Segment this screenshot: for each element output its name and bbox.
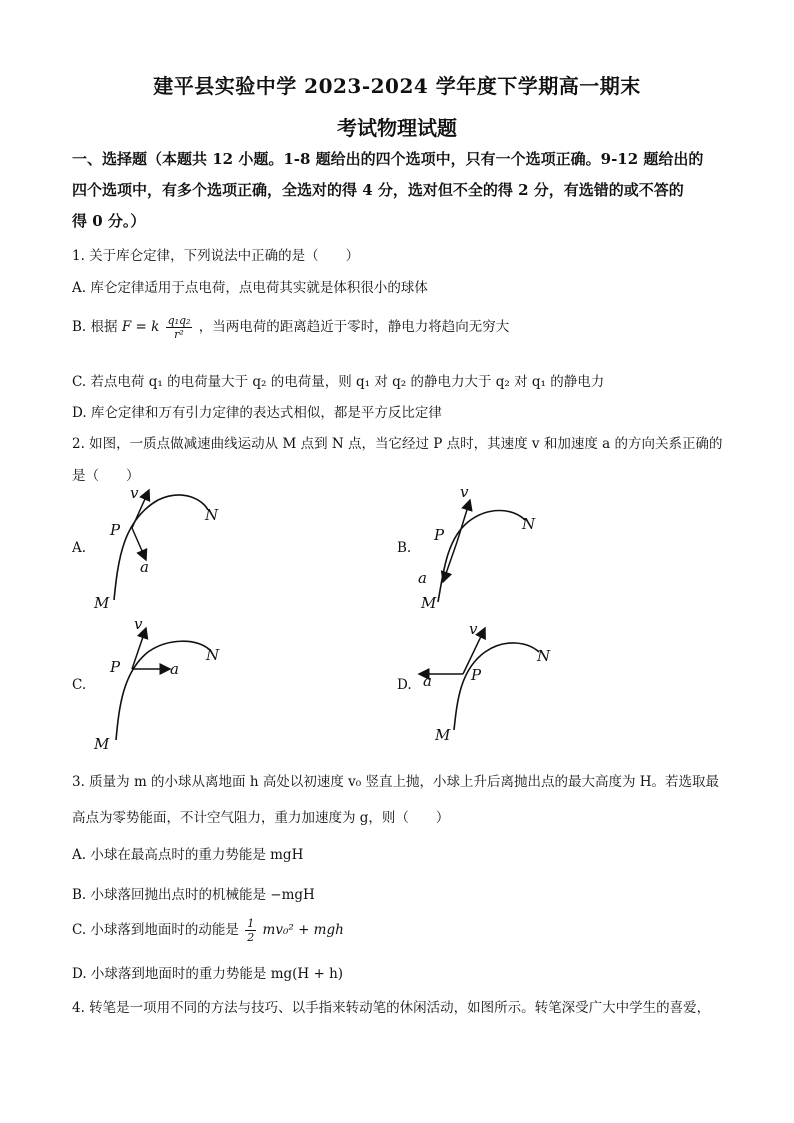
label-m: M	[435, 726, 451, 744]
q3-c-prefix: C. 小球落到地面时的动能是	[72, 922, 239, 938]
label-m: M	[421, 594, 437, 612]
q3-option-a: A. 小球在最高点时的重力势能是 mgH	[72, 847, 304, 863]
q1-option-b	[72, 314, 509, 341]
trajectory-curve	[114, 495, 208, 600]
q3-c-numerator: 1	[247, 917, 255, 930]
q1-b-denominator: r²	[174, 328, 184, 341]
trajectory-curve	[438, 511, 525, 603]
q4-stem-line1: 4. 转笔是一项用不同的方法与技巧、以手指来转动笔的休闲活动，如图所示。转笔深受广大中学生的喜爱，	[72, 1000, 711, 1016]
q3-option-d: D. 小球落到地面时的重力势能是 mg(H + h)	[72, 966, 344, 982]
q1-b-suffix: ，当两电荷的距离趋近于零时，静电力将趋向无穷大	[198, 319, 510, 335]
label-p: P	[434, 526, 445, 544]
label-a: a	[423, 672, 432, 690]
label-v: v	[469, 620, 478, 638]
label-a: a	[170, 660, 179, 678]
velocity-arrow	[132, 628, 146, 669]
q1-b-prefix: B. 根据	[72, 319, 118, 335]
q2-option-b-label: B.	[397, 540, 412, 556]
label-n: N	[205, 506, 219, 524]
label-p: P	[110, 658, 121, 676]
q1-stem: 1. 关于库仑定律，下列说法中正确的是（ ）	[72, 248, 360, 264]
label-m: M	[94, 735, 110, 752]
label-a: a	[140, 558, 149, 576]
q3-option-b: B. 小球落回抛出点时的机械能是 −mgH	[72, 887, 315, 903]
q2-diagram-d	[413, 612, 563, 747]
q1-option-a: A. 库仑定律适用于点电荷，点电荷其实就是体积很小的球体	[72, 280, 428, 296]
q2-diagram-a	[88, 480, 238, 615]
label-m: M	[94, 594, 110, 612]
label-n: N	[206, 646, 220, 664]
q3-c-fraction	[245, 917, 256, 944]
q3-c-suffix: mv₀² + mgh	[262, 922, 344, 938]
trajectory-curve	[454, 643, 539, 730]
label-n: N	[537, 647, 551, 665]
section-heading	[72, 144, 724, 237]
q2-stem-line1: 2. 如图，一质点做减速曲线运动从 M 点到 N 点，当它经过 P 点时，其速度 v 和加速度 a 的方向关系正确的	[72, 436, 723, 452]
q1-b-formula-lhs: F = k	[121, 319, 160, 335]
q3-stem-line1: 3. 质量为 m 的小球从离地面 h 高处以初速度 v₀ 竖直上抛，小球上升后离抛出点的最大高度为 H。若选取最	[72, 774, 720, 790]
q3-c-denominator: 2	[247, 931, 255, 944]
exam-title-line2: 考试物理试题	[337, 116, 457, 140]
q1-option-d: D. 库仑定律和万有引力定律的表达式相似，都是平方反比定律	[72, 405, 442, 421]
section-heading-line1: 一、选择题（本题共 12 小题。1-8 题给出的四个选项中，只有一个选项正确。9-12 题给出的	[72, 150, 704, 168]
section-heading-line2: 四个选项中，有多个选项正确，全选对的得 4 分，选对但不全的得 2 分，有选错的或不答的	[72, 181, 684, 199]
q1-option-c: C. 若点电荷 q₁ 的电荷量大于 q₂ 的电荷量，则 q₁ 对 q₂ 的静电力大于 q₂ 对 q₁ 的静电力	[72, 374, 605, 390]
label-v: v	[134, 615, 143, 633]
q2-diagram-b	[413, 480, 563, 615]
q1-b-fraction	[166, 314, 193, 341]
q3-stem-line2: 高点为零势能面，不计空气阻力，重力加速度为 g，则（ ）	[72, 810, 450, 826]
q2-option-a-label: A.	[72, 540, 87, 556]
q2-option-c-label: C.	[72, 677, 87, 693]
label-a: a	[418, 569, 427, 587]
label-p: P	[110, 521, 121, 539]
label-p: P	[471, 666, 482, 684]
q2-stem-line2: 是（ ）	[72, 468, 140, 484]
trajectory-curve	[116, 641, 210, 740]
label-v: v	[130, 484, 139, 502]
q2-option-d-label: D.	[397, 677, 412, 693]
q2-diagram-c	[88, 612, 238, 752]
acceleration-arrow	[132, 528, 146, 560]
label-n: N	[522, 515, 536, 533]
q3-option-c	[72, 917, 344, 944]
exam-title-line1: 建平县实验中学 2023-2024 学年度下学期高一期末	[153, 74, 641, 98]
label-v: v	[460, 483, 469, 501]
q1-b-numerator: q₁q₂	[167, 314, 191, 327]
section-heading-line3: 得 0 分。）	[72, 212, 146, 230]
